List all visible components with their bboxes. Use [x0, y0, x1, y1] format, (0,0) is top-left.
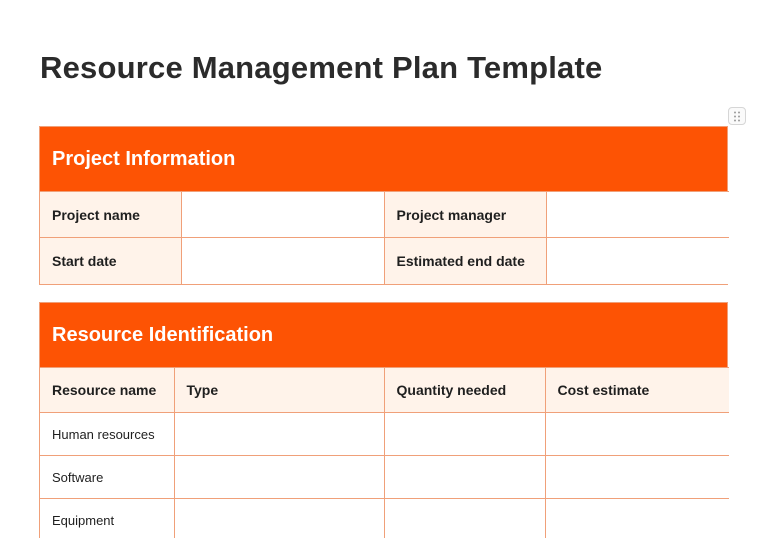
table-row [40, 192, 729, 238]
column-header-quantity-needed: Quantity needed [384, 368, 545, 413]
project-information-table [40, 191, 729, 284]
start-date-field[interactable] [181, 238, 384, 284]
resource-identification-header: Resource Identification [40, 303, 727, 367]
project-name-label: Project name [40, 192, 181, 238]
page-title: Resource Management Plan Template [40, 50, 603, 85]
cost-cell[interactable] [545, 456, 729, 499]
project-manager-label: Project manager [384, 192, 546, 238]
start-date-label: Start date [40, 238, 181, 284]
drag-handle[interactable] [728, 107, 746, 125]
type-cell[interactable] [174, 413, 384, 456]
table-row [40, 413, 729, 456]
quantity-cell[interactable] [384, 499, 545, 538]
column-header-resource-name: Resource name [40, 368, 174, 413]
table-row [40, 238, 729, 284]
resource-identification-table [40, 367, 729, 538]
table-row [40, 456, 729, 499]
table-row [40, 499, 729, 538]
column-header-cost-estimate: Cost estimate [545, 368, 729, 413]
column-header-type: Type [174, 368, 384, 413]
drag-dots-icon [733, 111, 741, 122]
resource-identification-section [39, 302, 728, 538]
table-header-row [40, 368, 729, 413]
resource-name-cell: Human resources [40, 413, 174, 456]
estimated-end-date-field[interactable] [546, 238, 729, 284]
cost-cell[interactable] [545, 499, 729, 538]
type-cell[interactable] [174, 456, 384, 499]
cost-cell[interactable] [545, 413, 729, 456]
estimated-end-date-label: Estimated end date [384, 238, 546, 284]
resource-name-cell: Software [40, 456, 174, 499]
quantity-cell[interactable] [384, 413, 545, 456]
quantity-cell[interactable] [384, 456, 545, 499]
project-information-section [39, 126, 728, 285]
project-information-header: Project Information [40, 127, 727, 191]
project-name-field[interactable] [181, 192, 384, 238]
resource-name-cell: Equipment [40, 499, 174, 538]
type-cell[interactable] [174, 499, 384, 538]
project-manager-field[interactable] [546, 192, 729, 238]
